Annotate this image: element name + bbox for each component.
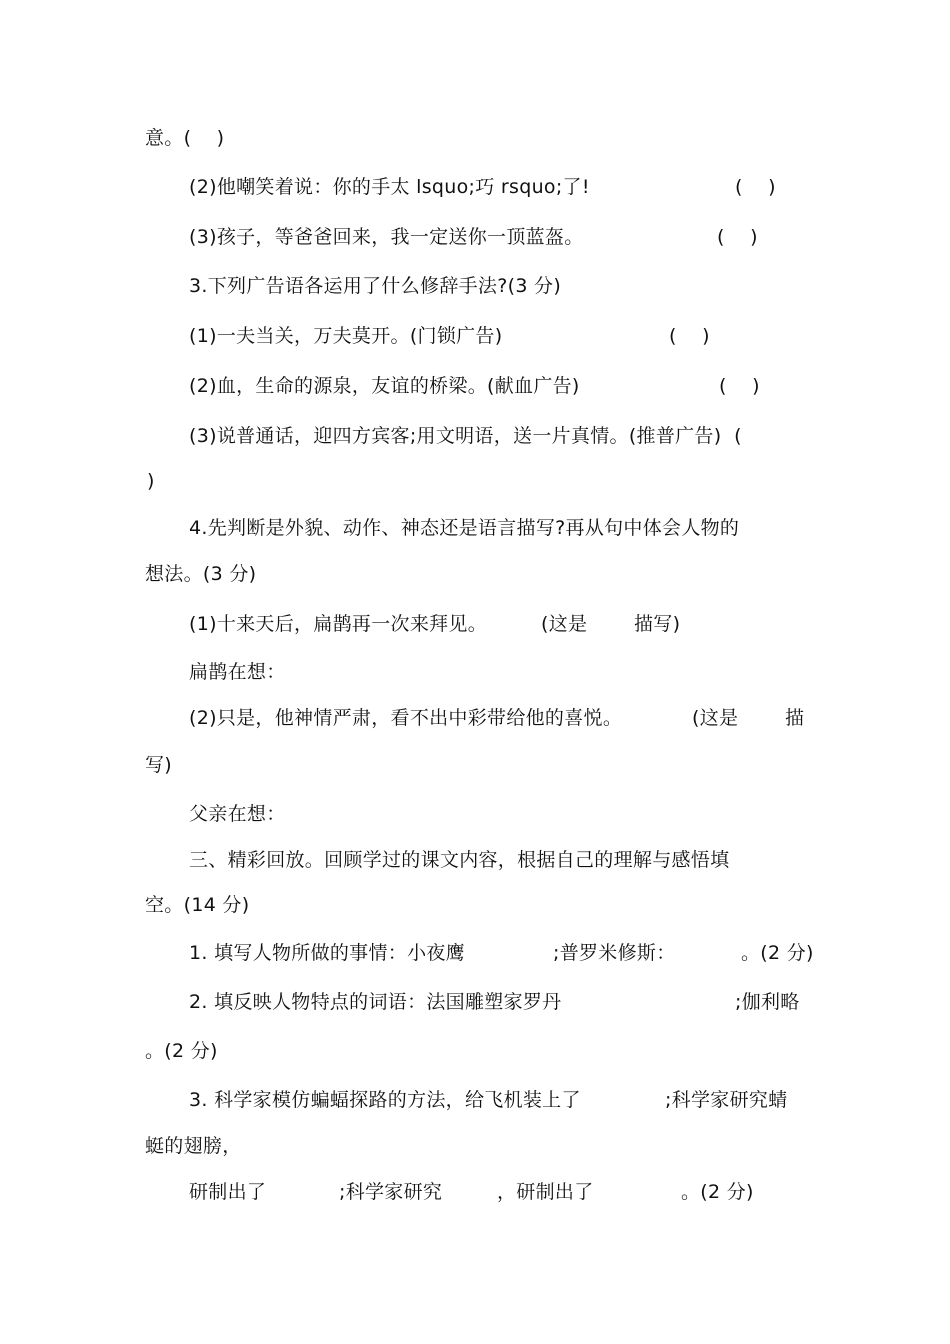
text-line: 。(2 分) <box>741 942 814 964</box>
text-line: (2)他嘲笑着说：你的手太 lsquo;巧 rsquo;了! <box>189 176 590 198</box>
text-line: (3)说普通话，迎四方宾客;用文明语，送一片真情。(推普广告) ( <box>189 425 742 447</box>
text-line: 研制出了 <box>189 1181 267 1203</box>
text-line: 2. 填反映人物特点的词语：法国雕塑家罗丹 <box>189 991 562 1013</box>
section-heading: 三、精彩回放。回顾学过的课文内容，根据自己的理解与感悟填 <box>189 849 730 871</box>
text-line: 。(2 分) <box>145 1040 218 1062</box>
text-line: 描写) <box>634 613 681 635</box>
text-line: 想法。(3 分) <box>145 563 257 585</box>
text-line: (1)十来天后，扁鹊再一次来拜见。 <box>189 613 488 635</box>
answer-bracket: ( ) <box>719 375 760 397</box>
text-line: ;科学家研究蜻 <box>665 1089 788 1111</box>
text-line: 描 <box>785 707 805 729</box>
text-line: 父亲在想： <box>189 803 286 825</box>
section-heading: 4.先判断是外貌、动作、神态还是语言描写?再从句中体会人物的 <box>189 517 740 539</box>
text-line: (2)只是，他神情严肃，看不出中彩带给他的喜悦。 <box>189 707 623 729</box>
text-line: 写) <box>145 754 173 776</box>
section-heading: 3.下列广告语各运用了什么修辞手法?(3 分) <box>189 275 562 297</box>
answer-bracket: ( ) <box>717 226 758 248</box>
text-line: ) <box>147 470 155 492</box>
text-line: 扁鹊在想： <box>189 661 286 683</box>
text-line: 意。( ) <box>145 127 225 149</box>
text-line: (这是 <box>692 707 739 729</box>
text-line: 空。(14 分) <box>145 894 250 916</box>
text-line: 3. 科学家模仿蝙蝠探路的方法，给飞机装上了 <box>189 1089 581 1111</box>
text-line: 1. 填写人物所做的事情：小夜鹰 <box>189 942 465 964</box>
text-line: (1)一夫当关，万夫莫开。(门锁广告) <box>189 325 503 347</box>
text-line: 。(2 分) <box>681 1181 754 1203</box>
answer-bracket: ( ) <box>669 325 710 347</box>
text-line: (2)血，生命的源泉，友谊的桥梁。(献血广告) <box>189 375 580 397</box>
text-line: (3)孩子，等爸爸回来，我一定送你一顶蓝盔。 <box>189 226 584 248</box>
text-line: ;科学家研究 <box>339 1181 443 1203</box>
text-line: (这是 <box>541 613 588 635</box>
text-line: ;普罗米修斯： <box>553 942 676 964</box>
answer-bracket: ( ) <box>735 176 776 198</box>
text-line: ，研制出了 <box>497 1181 594 1203</box>
text-line: 蜓的翅膀， <box>145 1135 242 1157</box>
text-line: ;伽利略 <box>735 991 800 1013</box>
